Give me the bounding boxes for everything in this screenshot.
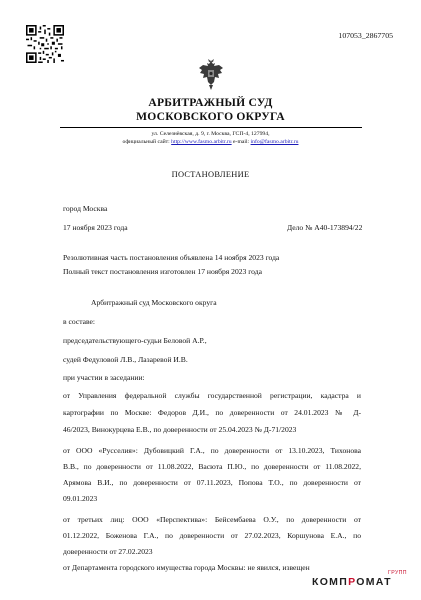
header-divider [60, 127, 362, 128]
document-id: 107053_2867705 [338, 31, 393, 40]
qr-code-icon [26, 25, 64, 63]
court-name-line-1: АРБИТРАЖНЫЙ СУД [148, 96, 273, 109]
paragraph-line: от третьих лиц: ООО «Перспектива»: Бейсембаева О.У., по доверенности от [63, 515, 361, 524]
city: город Москва [63, 204, 108, 213]
site-label: официальный сайт: [122, 139, 170, 145]
composition-label: в составе: [63, 317, 96, 326]
paragraph-line: В.В., по доверенности от 11.08.2022, Васюта П.Ю., по доверенности от 11.08.2022, [63, 462, 361, 471]
presiding-judge: председательствующего-судьи Беловой А.Р., [63, 336, 207, 345]
paragraph-line: доверенности от 27.02.2023 [63, 547, 153, 556]
watermark-small: ГРУПП [388, 570, 407, 576]
court-name: Арбитражный суд Московского округа [91, 298, 217, 307]
paragraph-line: картографии по Москве: Федоров Д.И., по доверенности от 24.01.2023 № Д- [63, 408, 361, 417]
website-link[interactable]: http://www.fasmo.arbitr.ru [171, 139, 232, 145]
attendance-label: при участии в заседании: [63, 373, 145, 382]
paragraph-line: Арямова В.И., по доверенности от 07.11.2023, Попова Т.О., по доверенности от [63, 478, 361, 487]
email-link[interactable]: info@fasmo.arbitr.ru [250, 139, 299, 145]
paragraph-line: от ООО «Русселия»: Дубовицкий Г.А., по доверенности от 13.10.2023, Тихонова [63, 446, 361, 455]
document-title: ПОСТАНОВЛЕНИЕ [171, 170, 250, 179]
court-address: ул. Селезнёвская, д. 9, г. Москва, ГСП-4, 127994, [151, 131, 270, 137]
paragraph-line: 46/2023, Винокурцева Е.В., по доверенности от 25.04.2023 № Д-71/2023 [63, 425, 297, 434]
resolution-announced: Резолютивная часть постановления объявлена 14 ноября 2023 года [63, 253, 280, 262]
paragraph-line: 01.12.2022, Боженова Г.А., по доверенности от 27.02.2023, Коршунова Е.А., по [63, 531, 361, 540]
email-label: e-mail: [233, 139, 250, 145]
case-number: Дело № А40-173894/22 [287, 223, 363, 232]
paragraph-line: от Управления федеральной службы государственной регистрации, кадастра и [63, 391, 361, 400]
court-contacts [0, 139, 421, 146]
full-text-prepared: Полный текст постановления изготовлен 17 ноября 2023 года [63, 267, 262, 276]
paragraph-line: 09.01.2023 [63, 494, 98, 503]
judges: судей Федуловой Л.В., Лазаревой И.В. [63, 355, 188, 364]
decision-date: 17 ноября 2023 года [63, 223, 128, 232]
court-name-line-2: МОСКОВСКОГО ОКРУГА [136, 110, 285, 123]
watermark-logo: КОМПРОМАТ [312, 576, 392, 588]
paragraph-line: от Департамента городского имущества города Москвы: не явился, извещен [63, 563, 310, 572]
coat-of-arms-icon [196, 58, 226, 92]
